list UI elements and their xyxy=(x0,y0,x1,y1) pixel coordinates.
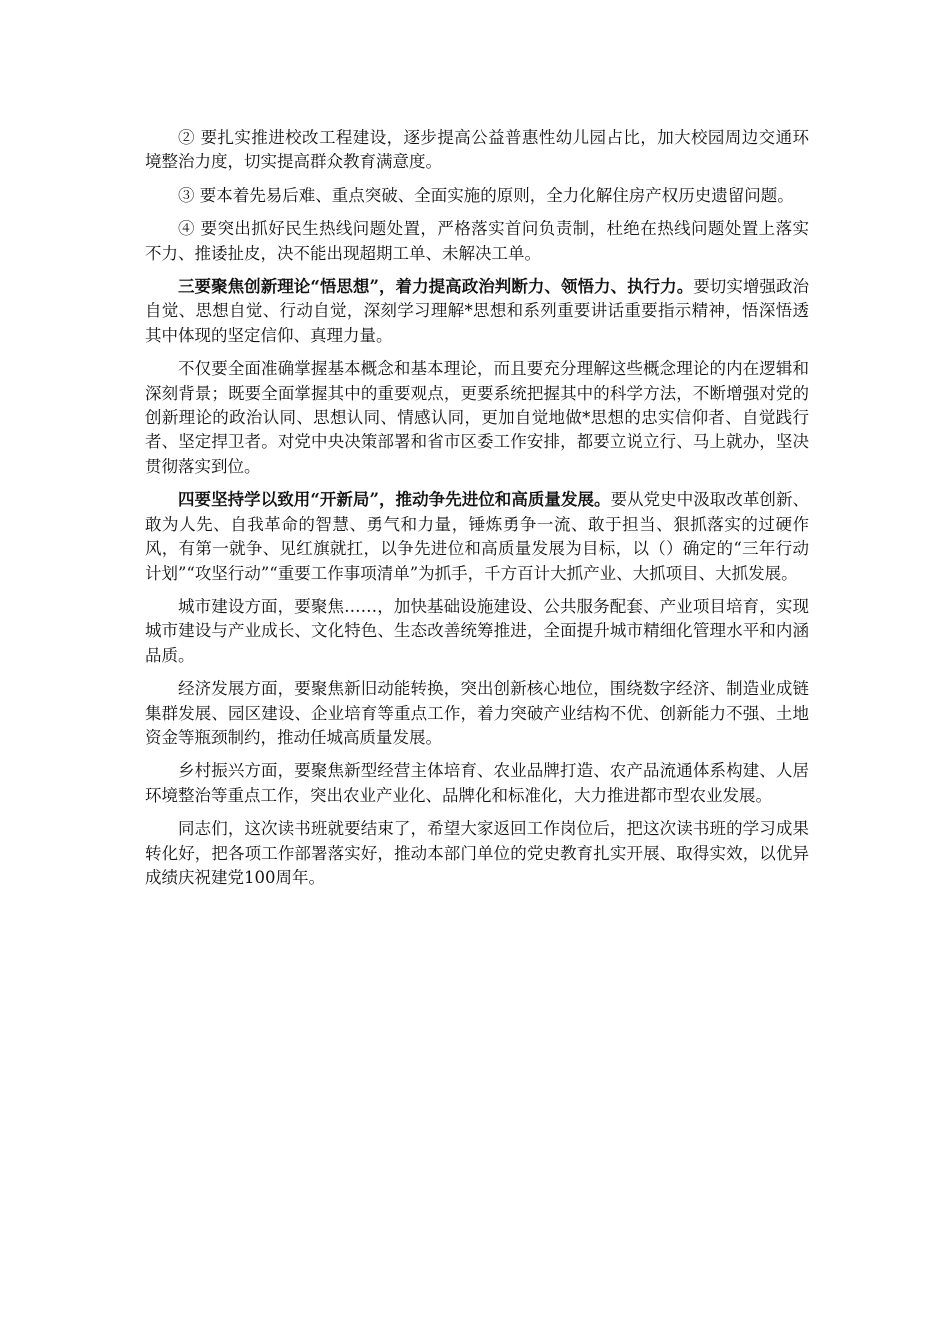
paragraph-text: ④ 要突出抓好民生热线问题处置，严格落实首问负责制，杜绝在热线问题处置上落实不力、推诿扯皮，决不能出现超期工单、未解决工单。 xyxy=(145,219,809,263)
paragraph-5 xyxy=(145,357,809,479)
paragraph-text: 不仅要全面准确掌握基本概念和基本理论，而且要充分理解这些概念理论的内在逻辑和深刻背景；既要全面掌握其中的重要观点，更要系统把握其中的科学方法，不断增强对党的创新理论的政治认同、思想认同、情感认同，更加自觉地做*思想的忠实信仰者、自觉践行者、坚定捍卫者。对党中央决策部署和省市区委工作安排，都要立说立行、马上就办，坚决贯彻落实到位。 xyxy=(145,359,809,476)
paragraph-10 xyxy=(145,817,809,890)
paragraph-2 xyxy=(145,184,809,208)
paragraph-text: 要切实增强政治自觉、思想自觉、行动自觉，深刻学习理解*思想和系列重要讲话重要指示精神，悟深悟透其中体现的坚定信仰、真理力量。 xyxy=(145,277,810,345)
paragraph-3 xyxy=(145,217,809,266)
paragraph-lead-bold: 四要坚持学以致用“开新局”，推动争先进位和高质量发展。 xyxy=(178,490,611,510)
paragraph-text: 同志们，这次读书班就要结束了，希望大家返回工作岗位后，把这次读书班的学习成果转化好，把各项工作部署落实好，推动本部门单位的党史教育扎实开展、取得实效，以优异成绩庆祝建党100周年。 xyxy=(145,819,809,887)
paragraph-9 xyxy=(145,759,809,808)
paragraph-7 xyxy=(145,595,809,668)
paragraph-4 xyxy=(145,275,809,348)
paragraph-text: 经济发展方面，要聚焦新旧动能转换，突出创新核心地位，围绕数字经济、制造业成链集群发展、园区建设、企业培育等重点工作，着力突破产业结构不优、创新能力不强、土地资金等瓶颈制约，推动任城高质量发展。 xyxy=(145,679,809,747)
paragraph-text: ② 要扎实推进校改工程建设，逐步提高公益普惠性幼儿园占比，加大校园周边交通环境整治力度，切实提高群众教育满意度。 xyxy=(145,128,809,172)
paragraph-6 xyxy=(145,488,809,586)
paragraph-text: 城市建设方面，要聚焦……，加快基础设施建设、公共服务配套、产业项目培育，实现城市建设与产业成长、文化特色、生态改善统筹推进，全面提升城市精细化管理水平和内涵品质。 xyxy=(145,596,809,665)
paragraph-8 xyxy=(145,677,809,750)
document-body xyxy=(145,126,809,899)
paragraph-text: 乡村振兴方面，要聚焦新型经营主体培育、农业品牌打造、农产品流通体系构建、人居环境整治等重点工作，突出农业产业化、品牌化和标准化，大力推进都市型农业发展。 xyxy=(145,761,809,805)
paragraph-lead-bold: 三要聚焦创新理论“悟思想”，着力提高政治判断力、领悟力、执行力。 xyxy=(178,277,694,297)
paragraph-1 xyxy=(145,126,809,175)
paragraph-text: 要从党史中汲取改革创新、敢为人先、自我革命的智慧、勇气和力量，锤炼勇争一流、敢于担当、狠抓落实的过硬作风，有第一就争、见红旗就扛，以争先进位和高质量发展为目标，以（）确定的“三年行动计划”“攻坚行动”“重要工作事项清单”为抓手，千方百计大抓产业、大抓项目、大抓发展。 xyxy=(145,490,810,583)
paragraph-text: ③ 要本着先易后难、重点突破、全面实施的原则，全力化解住房产权历史遗留问题。 xyxy=(178,185,794,205)
